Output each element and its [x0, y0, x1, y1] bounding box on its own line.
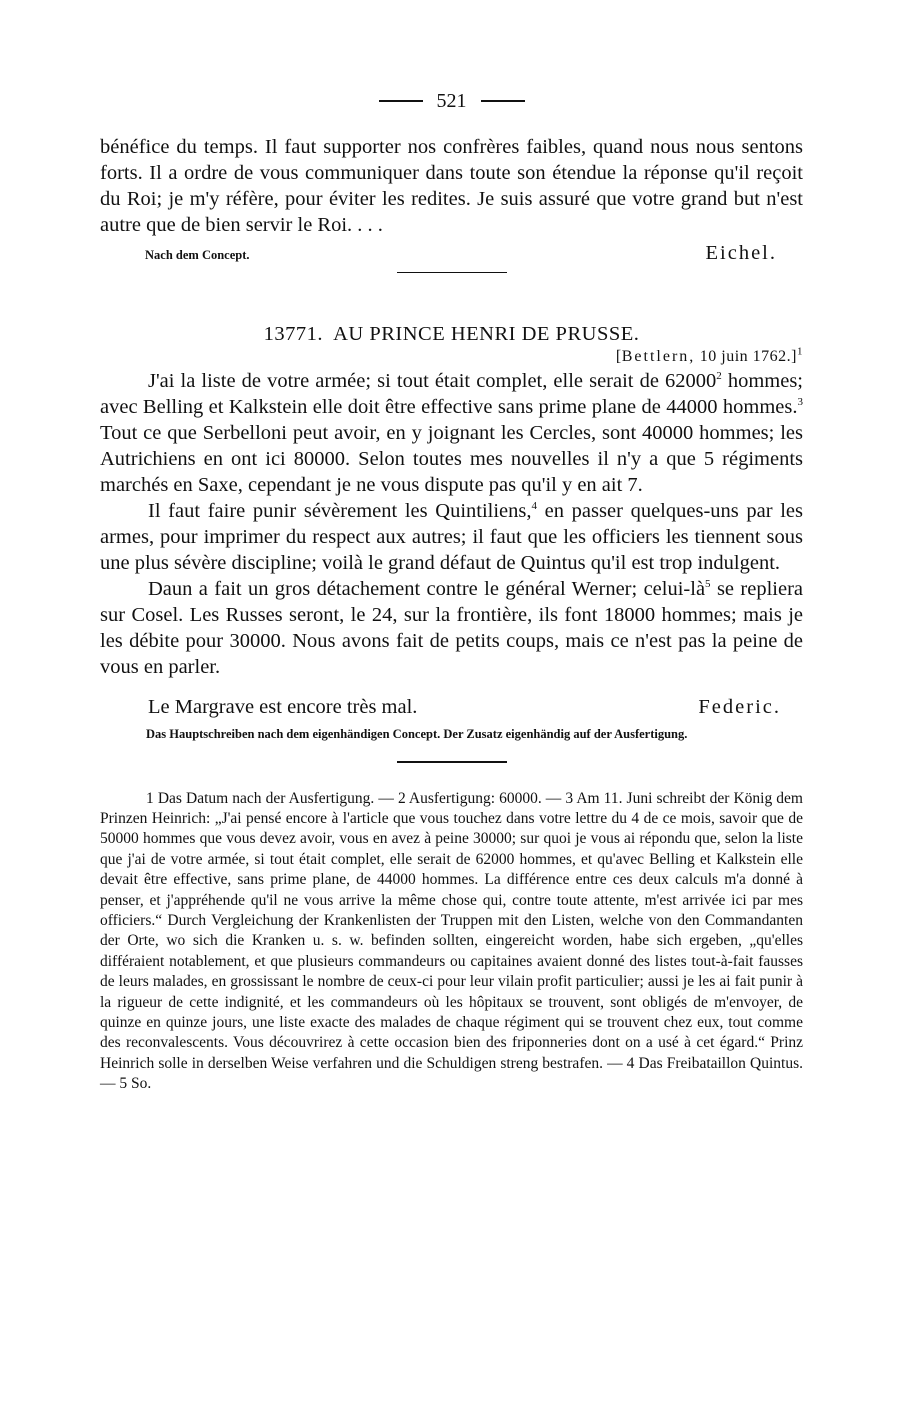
paragraph-3-text-b: se repliera sur Cosel. Les Russes seront, le 24, sur la frontière, ils font 18000 hommes; mais je les débite pour 30000. Nous avons fait de petits coups, mais ce n'est pas la peine de vous en parler.	[100, 578, 803, 679]
page-header	[100, 86, 803, 116]
signature: Federic.	[698, 696, 781, 719]
paragraph-3-text-a: Daun a fait un gros détachement contre le général Werner; celui-là	[148, 578, 706, 601]
dateline-bracket: [	[615, 348, 622, 366]
paragraph-1-text-c: Tout ce que Serbelloni peut avoir, en y joignant les Cercles, sont 40000 hommes; les Autrichiens en ont ici 80000. Selon toutes mes nouvelles il n'y a que 5 régiments marchés en Saxe, cependant je ne vous dispute pas qu'il y en ait 7.	[100, 422, 803, 497]
dateline-place: Bettlern,	[621, 348, 696, 366]
page-number: 521	[436, 89, 467, 112]
previous-letter	[100, 134, 803, 268]
page	[100, 86, 803, 1095]
postscript: Le Margrave est encore très mal.	[148, 696, 418, 719]
paragraph-2-text-a: Il faut faire punir sévèrement les Quintiliens,	[148, 500, 532, 523]
paragraph-1	[100, 368, 803, 498]
footnote-ref: 3	[797, 396, 803, 409]
header-dash-left	[379, 100, 423, 102]
paragraph-1-text-a: J'ai la liste de votre armée; si tout était complet, elle serait de 62000	[148, 370, 717, 393]
previous-letter-closing	[100, 240, 803, 268]
previous-letter-text: bénéfice du temps. Il faut supporter nos confrères faibles, quand nous nous sentons forts. Il a ordre de vous communiquer dans toute son étendue la réponse qu'il reçoit du Roi; je m'y réfère, pour éviter les redites. Je suis assuré que votre grand but n'est autre que de bien servir le Roi. . . .	[100, 136, 803, 236]
signature: Eichel.	[705, 242, 777, 264]
footnote-ref: 2	[716, 370, 722, 383]
letter-heading	[100, 323, 803, 346]
paragraph-1-text-b: hommes; avec Belling et Kalkstein elle doit être effective sans prime plane de 44000 hommes.	[100, 370, 803, 419]
header-dash-right	[481, 100, 525, 102]
letter-number: 13771.	[263, 323, 323, 346]
letter-title: AU PRINCE HENRI DE PRUSSE.	[333, 323, 640, 346]
footnote-ref: 1	[797, 345, 803, 358]
dateline-date: 10 juin 1762.]	[699, 348, 797, 366]
paragraph-2	[100, 498, 803, 576]
footnote-ref: 5	[705, 578, 711, 591]
paragraph-2-text-b: en passer quelques-uns par les armes, pour imprimer du respect aux autres; il faut que les officiers les tiennent sous une plus sévère discipline; voilà le grand défaut de Quintus qu'il est trop indulgent.	[100, 500, 804, 575]
letter-body	[100, 368, 803, 743]
paragraph-3	[100, 576, 803, 680]
separator-rule	[397, 272, 507, 273]
footnotes: 1 Das Datum nach der Ausfertigung. — 2 Ausfertigung: 60000. — 3 Am 11. Juni schreibt der König dem Prinzen Heinrich: „J'ai pensé encore à l'article que vous touchez dans votre lettre du 4 de ce mois, savoir que de 50000 hommes que vous devez avoir, vous en avez à peine 30000; sur quoi je vous ai répondu que, selon la liste que j'ai de votre armée, si tout était complet, elle serait de 62000 hommes, et qu'avec Belling et Kalkstein elle devait être effective, sans prime plane, de 44000 hommes. La différence entre ces deux calculs m'a donné à penser, et j'appréhende qu'il ne vous arrive la même chose qui, contre toute attente, m'est arrivée ici par mes officiers.“ Durch Vergleichung der Krankenlisten der Truppen mit den Listen, welche von den Commandanten der Orte, wo sich die Kranken u. s. w. befinden sollten, eingereicht worden, habe sich ergeben, „qu'elles différaient notablement, et que plusieurs commandeurs ou capitaines avaient donné des listes tout-à-fait fausses de leurs malades, en grossissant le nombre de ceux-ci pour leur vilain profit particulier; aussi je les ai fait punir à la rigueur de cette indignité, et les commandeurs où les hôpitaux se trouvent, sont obligés de m'envoyer, de quinze en quinze jours, une liste exacte des malades de chaque régiment qui se trouvent chez eux, tout comme des reconvalescents. Vous découvrirez à cette occasion bien des friponneries dont on a usé à cet égard.“ Prinz Heinrich solle in derselben Weise verfahren und die Schuldigen streng bestrafen. — 4 Das Freibataillon Quintus. — 5 So.	[100, 789, 803, 1093]
source-note: Das Hauptschreiben nach dem eigenhändigen Concept. Der Zusatz eigenhändig auf der Ausfertigung.	[146, 727, 688, 742]
source-note: Nach dem Concept.	[145, 248, 250, 262]
separator-rule	[397, 761, 507, 762]
footnote-ref: 4	[531, 500, 538, 513]
dateline	[100, 345, 803, 366]
letter-closing	[100, 694, 803, 720]
